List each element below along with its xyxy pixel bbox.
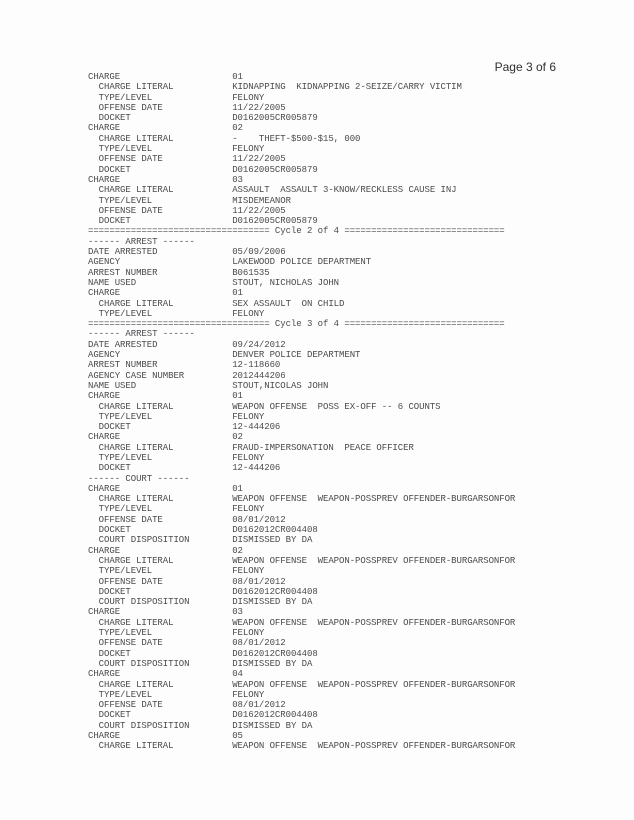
report-field-line: TYPE/LEVEL FELONY (88, 566, 265, 577)
report-field-line: CHARGE LITERAL WEAPON OFFENSE POSS EX-OFF -- 6 COUNTS (88, 401, 441, 412)
report-field-line: COURT DISPOSITION DISMISSED BY DA (88, 658, 313, 669)
report-field-line: CHARGE 04 (88, 669, 243, 680)
report-field-line: CHARGE 01 (88, 288, 243, 299)
report-field-line: ARREST NUMBER B061535 (88, 267, 270, 278)
report-body (88, 72, 515, 752)
report-field-line: TYPE/LEVEL FELONY (88, 689, 265, 700)
report-field-line: DOCKET 12-444206 (88, 422, 281, 433)
report-field-line: OFFENSE DATE 08/01/2012 (88, 514, 286, 525)
report-field-line: CHARGE LITERAL ASSAULT ASSAULT 3-KNOW/RECKLESS CAUSE INJ (88, 185, 457, 196)
report-field-line: CHARGE 05 (88, 731, 243, 741)
report-field-line: COURT DISPOSITION DISMISSED BY DA (88, 535, 313, 546)
report-field-line: CHARGE LITERAL WEAPON OFFENSE WEAPON-POSSPREV OFFENDER-BURGARSONFOR (88, 617, 516, 628)
report-field-line: DOCKET D0162012CR004408 (88, 710, 318, 721)
page-number-label: Page 3 of 6 (494, 60, 556, 74)
report-field-line: DOCKET D0162005CR005879 (88, 113, 318, 124)
report-field-line: CHARGE LITERAL WEAPON OFFENSE WEAPON-POSSPREV OFFENDER-BURGARSONFOR (88, 494, 516, 505)
report-field-line: NAME USED STOUT, NICHOLAS JOHN (88, 277, 340, 288)
report-field-line: DOCKET D0162012CR004408 (88, 525, 318, 536)
report-field-line: CHARGE 01 (88, 72, 243, 82)
report-field-line: OFFENSE DATE 11/22/2005 (88, 102, 286, 113)
report-field-line: CHARGE LITERAL KIDNAPPING KIDNAPPING 2-SEIZE/CARRY VICTIM (88, 82, 462, 93)
report-field-line: TYPE/LEVEL FELONY (88, 308, 265, 319)
report-field-line: DOCKET D0162005CR005879 (88, 164, 318, 175)
report-field-line: TYPE/LEVEL MISDEMEANOR (88, 195, 291, 206)
report-separator-line: ================================== Cycle 2 of 4 ============================== (88, 226, 505, 237)
report-field-line: CHARGE LITERAL WEAPON OFFENSE WEAPON-POSSPREV OFFENDER-BURGARSONFOR (88, 679, 516, 690)
report-field-line: DATE ARRESTED 09/24/2012 (88, 339, 286, 350)
report-field-line: CHARGE LITERAL WEAPON OFFENSE WEAPON-POSSPREV OFFENDER-BURGARSONFOR (88, 741, 516, 752)
report-field-line: COURT DISPOSITION DISMISSED BY DA (88, 720, 313, 731)
report-separator-line: ------ COURT ------ (88, 473, 190, 484)
report-field-line: DATE ARRESTED 05/09/2006 (88, 247, 286, 258)
report-field-line: TYPE/LEVEL FELONY (88, 144, 265, 155)
report-field-line: AGENCY DENVER POLICE DEPARTMENT (88, 350, 361, 361)
report-field-line: CHARGE 03 (88, 607, 243, 618)
report-field-line: TYPE/LEVEL FELONY (88, 411, 265, 422)
report-field-line: DOCKET D0162012CR004408 (88, 648, 318, 659)
report-field-line: TYPE/LEVEL FELONY (88, 452, 265, 463)
report-field-line: CHARGE 02 (88, 123, 243, 134)
report-field-line: CHARGE LITERAL SEX ASSAULT ON CHILD (88, 298, 345, 309)
report-field-line: CHARGE LITERAL FRAUD-IMPERSONATION PEACE OFFICER (88, 442, 414, 453)
report-field-line: DOCKET 12-444206 (88, 463, 281, 474)
report-field-line: OFFENSE DATE 11/22/2005 (88, 154, 286, 165)
report-field-line: CHARGE 02 (88, 545, 243, 556)
report-separator-line: ------ ARREST ------ (88, 236, 195, 247)
report-field-line: OFFENSE DATE 08/01/2012 (88, 700, 286, 711)
report-field-line: TYPE/LEVEL FELONY (88, 628, 265, 639)
report-field-line: AGENCY CASE NUMBER 2012444206 (88, 370, 286, 381)
report-separator-line: ------ ARREST ------ (88, 329, 195, 340)
report-field-line: CHARGE 01 (88, 483, 243, 494)
report-field-line: TYPE/LEVEL FELONY (88, 92, 265, 103)
report-field-line: CHARGE 01 (88, 391, 243, 402)
report-field-line: OFFENSE DATE 08/01/2012 (88, 576, 286, 587)
report-field-line: DOCKET D0162012CR004408 (88, 586, 318, 597)
report-field-line: CHARGE LITERAL - THEFT-$500-$15, 000 (88, 133, 361, 144)
report-field-line: AGENCY LAKEWOOD POLICE DEPARTMENT (88, 257, 372, 268)
report-field-line: OFFENSE DATE 11/22/2005 (88, 205, 286, 216)
report-separator-line: ================================== Cycle 3 of 4 ============================== (88, 319, 505, 330)
report-field-line: CHARGE 02 (88, 432, 243, 443)
report-field-line: COURT DISPOSITION DISMISSED BY DA (88, 597, 313, 608)
report-field-line: CHARGE LITERAL WEAPON OFFENSE WEAPON-POSSPREV OFFENDER-BURGARSONFOR (88, 555, 516, 566)
report-field-line: NAME USED STOUT,NICOLAS JOHN (88, 380, 329, 391)
report-field-line: DOCKET D0162005CR005879 (88, 216, 318, 227)
report-field-line: CHARGE 03 (88, 174, 243, 185)
report-field-line: OFFENSE DATE 08/01/2012 (88, 638, 286, 649)
report-field-line: TYPE/LEVEL FELONY (88, 504, 265, 515)
report-field-line: ARREST NUMBER 12-118660 (88, 360, 281, 371)
